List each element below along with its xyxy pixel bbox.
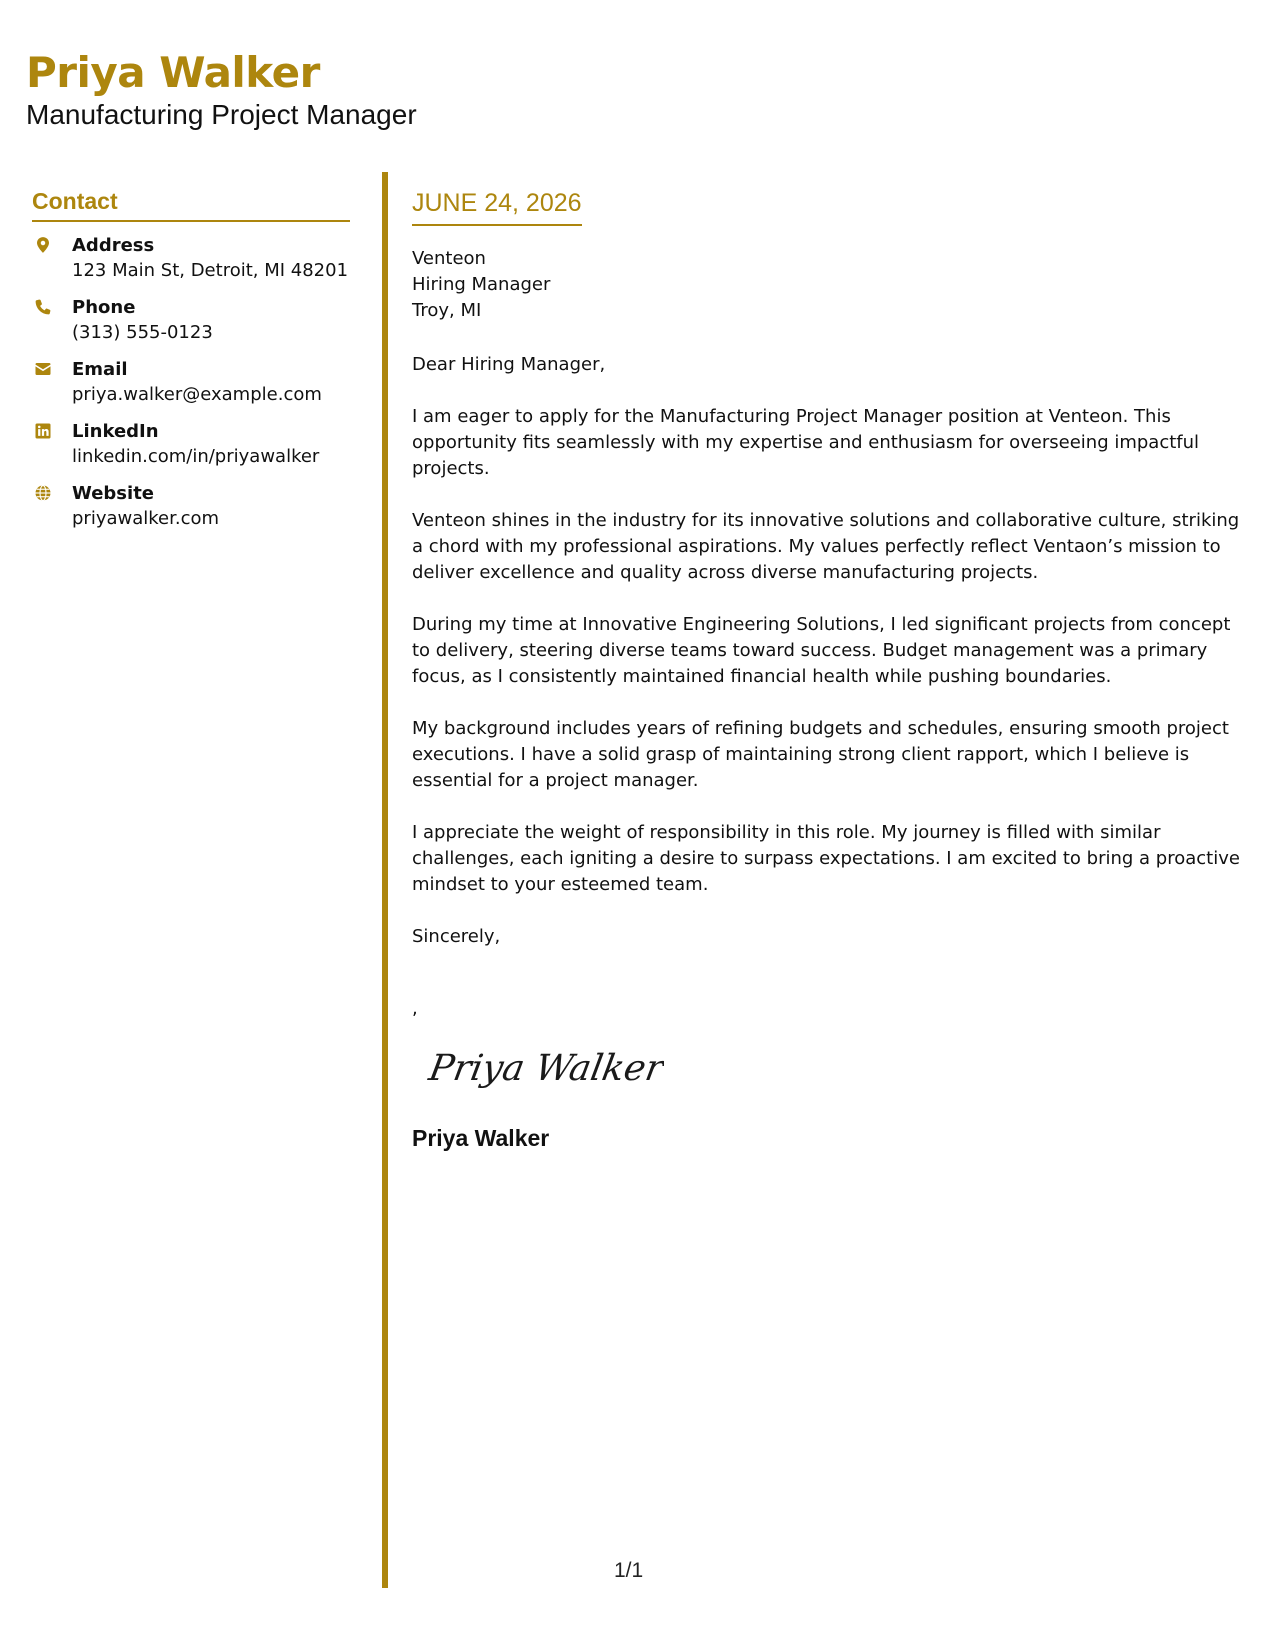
letter-paragraph: I am eager to apply for the Manufacturing Project Manager position at Venteon. This opportunity fits seamlessly with my expertise and enthusiasm for overseeing impactful projects. [412, 406, 1200, 479]
contact-value-address: 123 Main St, Detroit, MI 48201 [72, 260, 349, 281]
contact-value-email[interactable]: priya.walker@example.com [72, 384, 322, 405]
svg-text:Priya Walker: Priya Walker [425, 1046, 664, 1089]
contact-item-website [32, 482, 350, 544]
recipient-contact: Hiring Manager [412, 274, 551, 295]
letter-paragraph: Venteon shines in the industry for its innovative solutions and collaborative culture, striking a chord with my professional aspirations. My values perfectly reflect Ventaon’s mission to deliver excellence and quality across diverse manufacturing projects. [412, 510, 1240, 583]
closing: Sincerely, [412, 926, 501, 947]
applicant-job-title: Manufacturing Project Manager [26, 99, 417, 130]
contact-label: LinkedIn [72, 421, 159, 442]
closing-comma: , [412, 998, 418, 1019]
recipient-location: Troy, MI [412, 300, 482, 321]
contact-item-address [32, 234, 350, 296]
contact-item-email [32, 358, 350, 420]
phone-icon [32, 296, 72, 316]
letter-paragraph: I appreciate the weight of responsibility in this role. My journey is filled with similar challenges, each igniting a desire to surpass expectations. I am excited to bring a proactive mindset to your esteemed team. [412, 822, 1240, 895]
contact-item-linkedin [32, 420, 350, 482]
contact-label: Email [72, 359, 128, 380]
recipient-company: Venteon [412, 248, 486, 269]
letter-paragraph: During my time at Innovative Engineering Solutions, I led significant projects from concept to delivery, steering diverse teams toward success. Budget management was a primary focus, as I consistently maintained financial health while pushing boundaries. [412, 614, 1231, 687]
column-divider [382, 172, 388, 1588]
contact-list [32, 234, 350, 544]
contact-sidebar [32, 186, 350, 544]
page-number: 1/1 [614, 1559, 644, 1582]
contact-item-phone [32, 296, 350, 358]
letter-date: JUNE 24, 2026 [412, 186, 582, 226]
envelope-icon [32, 358, 72, 378]
contact-value-website[interactable]: priyawalker.com [72, 508, 220, 529]
applicant-name: Priya Walker [26, 48, 320, 97]
contact-heading: Contact [32, 186, 350, 222]
contact-value-phone: (313) 555-0123 [72, 322, 213, 343]
linkedin-icon [32, 420, 72, 440]
globe-icon [32, 482, 72, 502]
contact-label: Phone [72, 297, 136, 318]
letter-body [412, 186, 1242, 1153]
recipient-block [412, 246, 1242, 324]
letter-paragraph: My background includes years of refining budgets and schedules, ensuring smooth project executions. I have a solid grasp of maintaining strong client rapport, which I believe is essential for a project manager. [412, 718, 1229, 791]
salutation: Dear Hiring Manager, [412, 354, 606, 375]
handwritten-signature [424, 1032, 664, 1102]
contact-value-linkedin[interactable]: linkedin.com/in/priyawalker [72, 446, 320, 467]
signer-name: Priya Walker [412, 1125, 550, 1151]
map-pin-icon [32, 234, 72, 254]
contact-label: Website [72, 483, 155, 504]
contact-label: Address [72, 235, 155, 256]
